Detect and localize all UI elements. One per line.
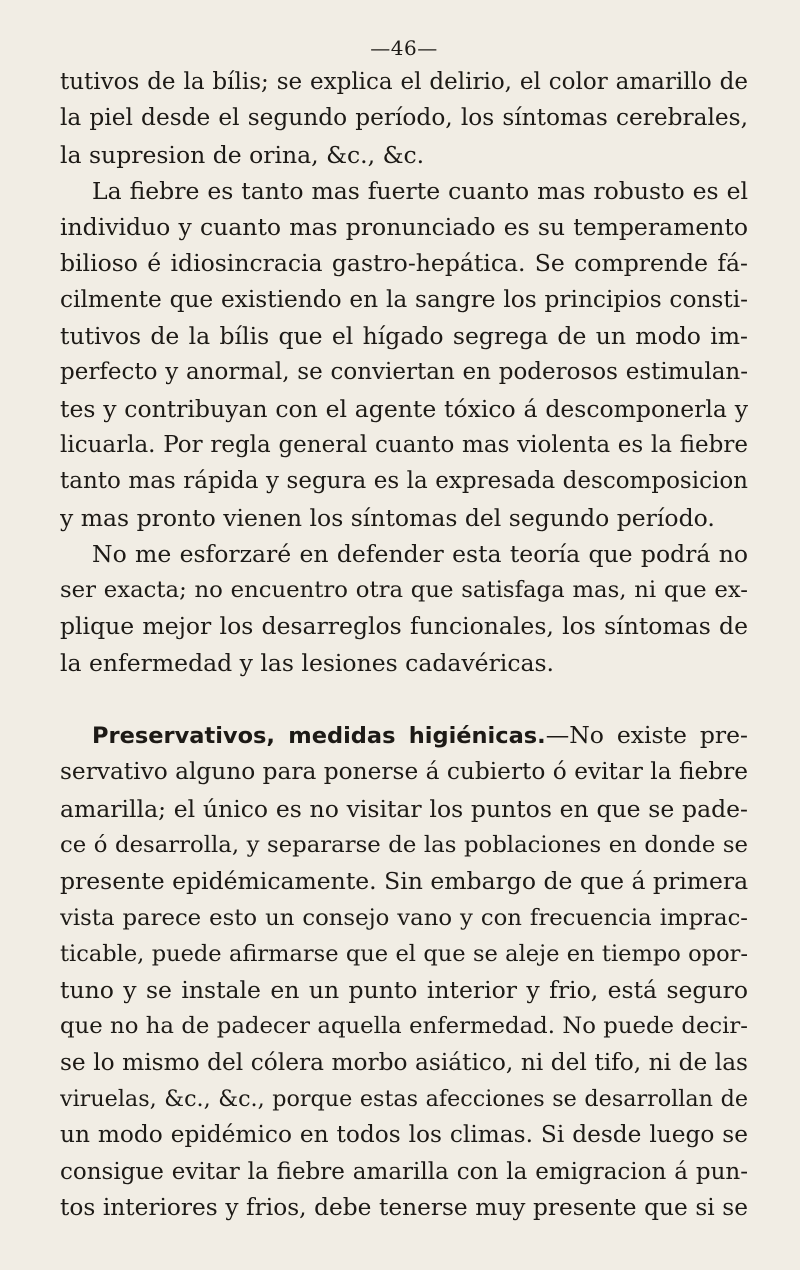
text-line: ce ó desarrolla, y separarse de las poblaciones en donde se xyxy=(60,831,748,858)
text-line: consigue evitar la fiebre amarilla con la emigracion á pun- xyxy=(60,1158,748,1185)
section-spacer xyxy=(60,681,748,717)
text-line: tutivos de la bílis que el hígado segrega de un modo im- xyxy=(60,322,748,351)
text-line: No me esforzaré en defender esta teoría que podrá no xyxy=(92,539,748,568)
text-line: bilioso é idiosincracia gastro-hepática. Se comprende fá- xyxy=(60,249,748,278)
text-line: ticable, puede afirmarse que el que se aleje en tiempo opor- xyxy=(60,940,748,967)
text-line: amarilla; el único es no visitar los puntos en que se pade- xyxy=(60,794,748,823)
page-number: —46— xyxy=(370,36,438,60)
text-line: viruelas, &c., &c., porque estas afecciones se desarrollan de xyxy=(60,1086,748,1113)
text-line: tes y contribuyan con el agente tóxico á descomponerla y xyxy=(60,394,748,423)
text-line: y mas pronto vienen los síntomas del segundo período. xyxy=(60,503,715,532)
text-line: que no ha de padecer aquella enfermedad. No puede decir- xyxy=(60,1013,748,1040)
section-first-line-text: —No existe pre- xyxy=(545,721,748,750)
paragraph-fever-strength xyxy=(60,173,748,536)
text-line: vista parece esto un consejo vano y con frecuencia imprac- xyxy=(60,904,748,931)
text-line: licuarla. Por regla general cuanto mas violenta es la fiebre xyxy=(60,431,748,458)
text-line: individuo y cuanto mas pronunciado es su temperamento xyxy=(60,213,748,242)
text-line: presente epidémicamente. Sin embargo de que á primera xyxy=(60,867,748,896)
paragraph-continuation xyxy=(60,64,748,173)
text-line: La fiebre es tanto mas fuerte cuanto mas robusto es el xyxy=(92,176,748,205)
section-first-line xyxy=(60,717,748,754)
text-line: la piel desde el segundo período, los síntomas cerebrales, xyxy=(60,104,748,132)
text-line: la supresion de orina, &c., &c. xyxy=(60,140,425,169)
text-line: cilmente que existiendo en la sangre los principios consti- xyxy=(60,285,748,313)
text-line: tanto mas rápida y segura es la expresada descomposicion xyxy=(60,468,748,495)
text-line: perfecto y anormal, se conviertan en poderosos estimulan- xyxy=(60,359,748,386)
text-line: tos interiores y frios, debe tenerse muy presente que si se xyxy=(60,1193,748,1221)
text-line: se lo mismo del cólera morbo asiático, ni del tifo, ni de las xyxy=(60,1048,748,1076)
text-line: servativo alguno para ponerse á cubierto ó evitar la fiebre xyxy=(60,758,748,786)
text-line: la enfermedad y las lesiones cadavéricas. xyxy=(60,648,555,677)
text-line: ser exacta; no encuentro otra que satisfaga mas, ni que ex- xyxy=(60,577,748,604)
text-line: un modo epidémico en todos los climas. Si desde luego se xyxy=(60,1121,748,1149)
section-preservatives xyxy=(60,717,748,1226)
paragraph-theory xyxy=(60,536,748,681)
text-line: plique mejor los desarreglos funcionales, los síntomas de xyxy=(60,612,748,641)
text-line: tuno y se instale en un punto interior y frio, está seguro xyxy=(60,976,748,1005)
section-heading: Preservativos, medidas higiénicas. xyxy=(92,723,546,750)
text-line: tutivos de la bílis; se explica el delirio, el color amarillo de xyxy=(60,69,748,95)
